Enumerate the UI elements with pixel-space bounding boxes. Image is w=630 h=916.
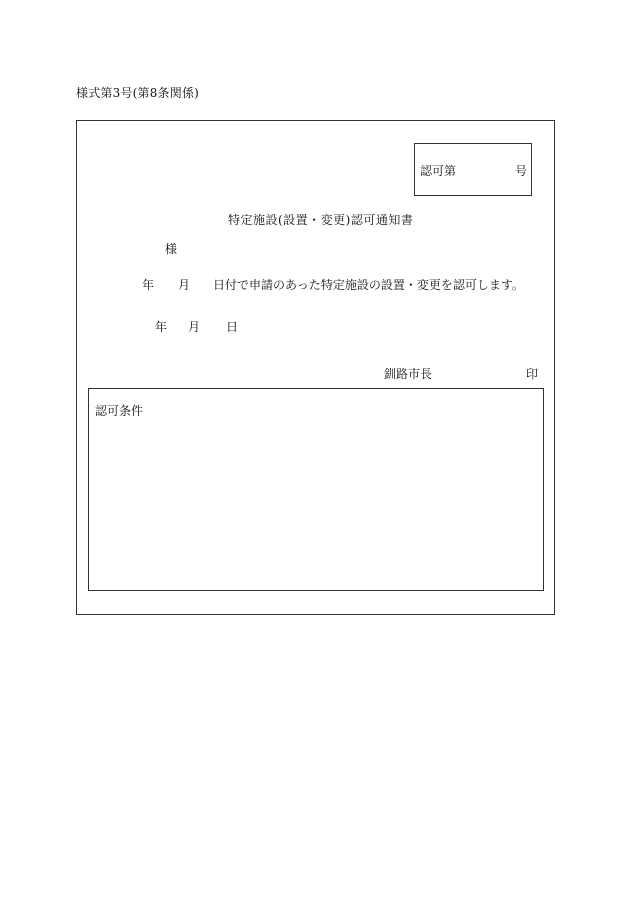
conditions-label: 認可条件 <box>95 404 144 418</box>
conditions-box <box>88 388 544 591</box>
seal-mark: 印 <box>526 367 539 381</box>
addressee-honorific: 様 <box>165 242 178 256</box>
body-year-unit: 年 <box>142 278 155 292</box>
signer-title: 釧路市長 <box>384 367 433 381</box>
issue-year-unit: 年 <box>155 320 168 334</box>
permit-number-prefix: 認可第 <box>420 164 457 178</box>
form-number-label: 様式第3号(第8条関係) <box>76 86 200 100</box>
body-day-text: 日付で申請のあった特定施設の設置・変更を認可します。 <box>213 278 524 292</box>
issue-month-unit: 月 <box>188 320 201 334</box>
document-title: 特定施設(設置・変更)認可通知書 <box>228 213 414 227</box>
body-month-unit: 月 <box>178 278 191 292</box>
permit-number-suffix: 号 <box>515 164 528 178</box>
issue-day-unit: 日 <box>226 320 239 334</box>
